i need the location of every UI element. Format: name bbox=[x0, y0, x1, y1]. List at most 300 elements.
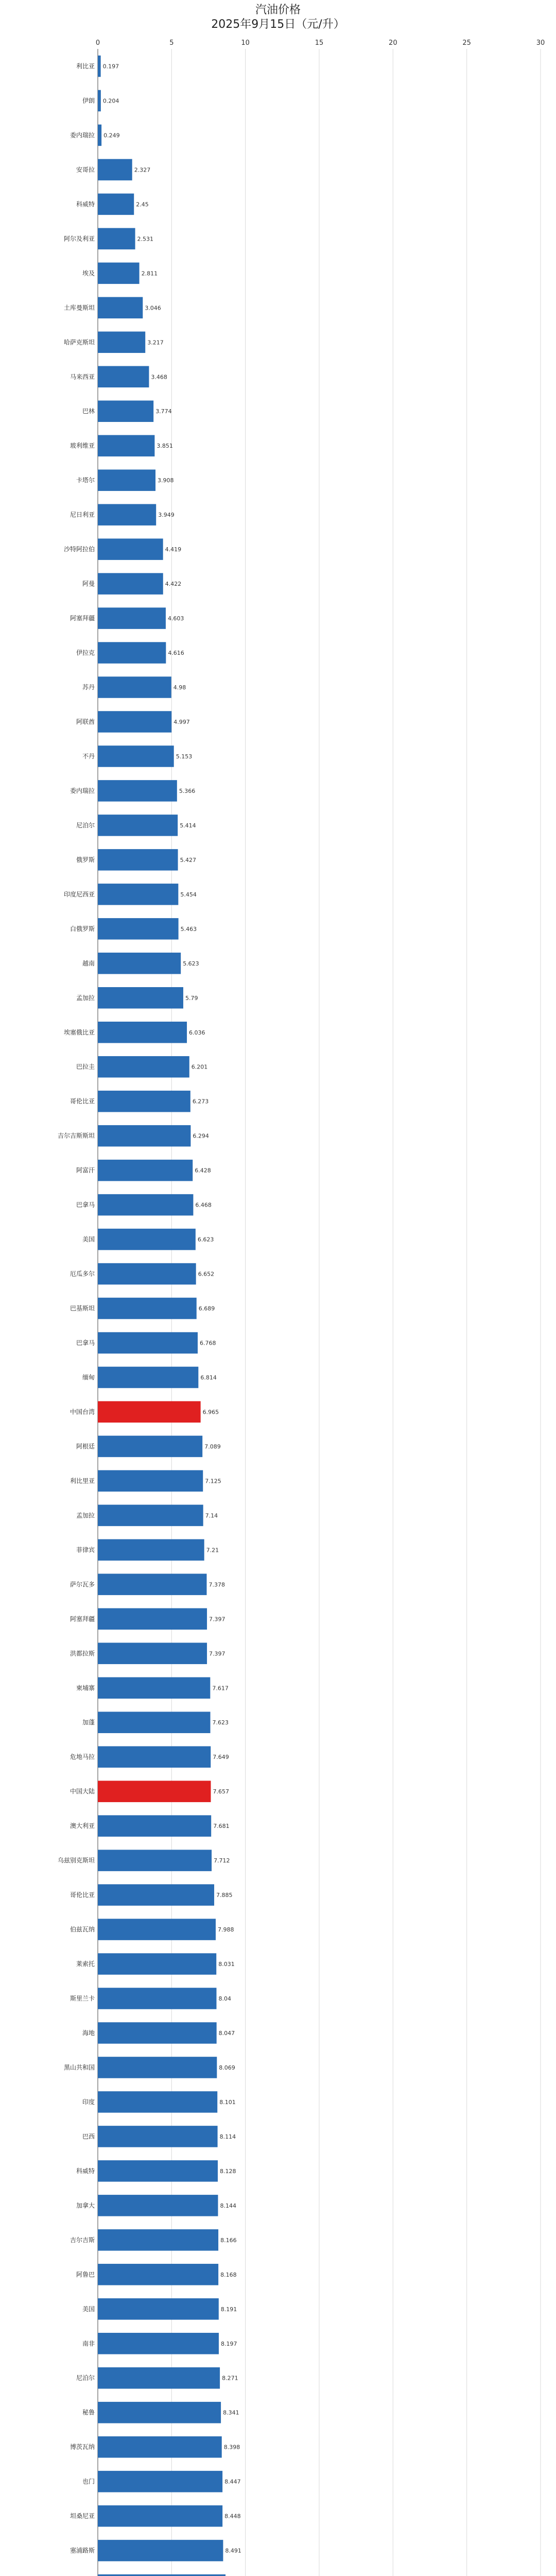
value-label: 8.166 bbox=[220, 2236, 237, 2244]
category-label: 越南 bbox=[82, 959, 95, 967]
category-label: 黑山共和国 bbox=[63, 2063, 95, 2071]
value-label: 7.397 bbox=[209, 1616, 225, 1623]
category-label: 委内瑞拉 bbox=[70, 787, 95, 794]
bar bbox=[98, 400, 153, 422]
category-label: 埃塞俄比亚 bbox=[63, 1028, 95, 1036]
bar-row bbox=[82, 2298, 237, 2320]
bar bbox=[98, 780, 177, 802]
bar-row bbox=[64, 884, 197, 905]
value-label: 7.378 bbox=[208, 1581, 225, 1588]
bar bbox=[98, 2195, 218, 2216]
bar-row bbox=[76, 1332, 216, 1354]
bar bbox=[98, 1229, 196, 1250]
category-label: 伊拉克 bbox=[76, 649, 95, 657]
x-tick-label: 15 bbox=[315, 39, 324, 47]
value-label: 0.204 bbox=[102, 97, 119, 105]
bar bbox=[98, 2126, 218, 2147]
bar bbox=[98, 263, 140, 284]
value-label: 3.949 bbox=[158, 512, 175, 519]
x-tick-label: 30 bbox=[536, 39, 545, 47]
category-label: 苏丹 bbox=[82, 684, 95, 691]
category-label: 哥伦比亚 bbox=[70, 1097, 95, 1105]
bar bbox=[98, 1884, 214, 1906]
value-label: 6.623 bbox=[197, 1236, 214, 1243]
value-label: 2.531 bbox=[137, 235, 154, 243]
bar bbox=[98, 1332, 198, 1354]
bar-row bbox=[82, 1367, 217, 1388]
value-label: 3.046 bbox=[145, 304, 161, 312]
bar bbox=[98, 2402, 221, 2424]
bar bbox=[98, 332, 145, 353]
value-label: 7.089 bbox=[204, 1443, 221, 1450]
bar-row bbox=[64, 1022, 205, 1043]
category-label: 孟加拉 bbox=[76, 994, 95, 1002]
bar-row bbox=[70, 1919, 234, 1940]
category-label: 洪都拉斯 bbox=[70, 1650, 95, 1657]
value-label: 6.428 bbox=[195, 1167, 211, 1174]
value-label: 6.689 bbox=[198, 1305, 215, 1312]
category-label: 阿鲁巴 bbox=[76, 2270, 95, 2278]
bar bbox=[98, 1263, 196, 1285]
value-label: 3.468 bbox=[151, 374, 167, 381]
category-label: 乌兹别克斯坦 bbox=[57, 1857, 95, 1865]
category-label: 沙特阿拉伯 bbox=[63, 546, 95, 553]
bar bbox=[98, 2505, 222, 2527]
bar-row bbox=[76, 987, 198, 1009]
value-label: 7.657 bbox=[213, 1788, 230, 1795]
value-label: 7.125 bbox=[205, 1478, 221, 1485]
bar bbox=[98, 1470, 203, 1492]
bar bbox=[98, 711, 171, 733]
category-label: 不丹 bbox=[82, 752, 95, 760]
value-label: 5.366 bbox=[179, 787, 196, 794]
bar bbox=[98, 1953, 216, 1975]
value-label: 5.414 bbox=[180, 822, 196, 829]
bar-row bbox=[82, 2126, 236, 2147]
category-label: 阿曼 bbox=[82, 580, 95, 588]
bar-row bbox=[82, 1229, 214, 1250]
bar bbox=[98, 642, 166, 664]
bar bbox=[98, 435, 154, 456]
category-label: 海地 bbox=[82, 2029, 95, 2037]
category-label: 马来西亚 bbox=[70, 373, 95, 381]
value-label: 5.427 bbox=[180, 856, 197, 863]
bar bbox=[98, 1711, 211, 1733]
bar bbox=[98, 1091, 190, 1112]
value-label: 7.649 bbox=[213, 1754, 229, 1761]
bar bbox=[98, 1988, 216, 2009]
bar bbox=[98, 228, 135, 250]
x-tick-label: 10 bbox=[241, 39, 250, 47]
category-label: 危地马拉 bbox=[70, 1753, 95, 1761]
value-label: 4.997 bbox=[173, 718, 190, 725]
bar bbox=[98, 2298, 219, 2320]
bar bbox=[98, 1298, 197, 1319]
bar bbox=[98, 194, 134, 215]
bar bbox=[98, 1125, 190, 1147]
category-label: 巴基斯坦 bbox=[70, 1304, 95, 1312]
bar-row bbox=[70, 125, 120, 146]
bar bbox=[98, 987, 183, 1009]
bar bbox=[98, 1746, 211, 1768]
category-label: 尼泊尔 bbox=[76, 821, 95, 829]
bar bbox=[98, 1401, 201, 1423]
bar bbox=[98, 297, 143, 319]
bar bbox=[98, 573, 163, 595]
value-label: 7.681 bbox=[213, 1823, 230, 1830]
bar-row bbox=[58, 1125, 209, 1147]
value-label: 6.768 bbox=[200, 1340, 216, 1347]
bar-row bbox=[82, 2402, 239, 2424]
bar bbox=[98, 538, 163, 560]
bar-row bbox=[76, 1953, 235, 1975]
bar-row bbox=[64, 297, 161, 319]
value-label: 8.168 bbox=[220, 2271, 237, 2278]
bar bbox=[98, 884, 178, 905]
bar bbox=[98, 1850, 212, 1871]
value-label: 5.153 bbox=[176, 753, 193, 760]
bar-row bbox=[82, 2471, 241, 2493]
value-label: 8.341 bbox=[223, 2409, 239, 2416]
value-label: 3.851 bbox=[157, 443, 173, 450]
bar bbox=[98, 159, 132, 181]
bar-row bbox=[82, 1711, 229, 1733]
bar bbox=[98, 1436, 202, 1458]
bar-row bbox=[76, 194, 149, 215]
chart-title: 汽油价格 bbox=[255, 4, 301, 16]
bar-row bbox=[76, 1436, 221, 1458]
category-label: 厄瓜多尔 bbox=[70, 1270, 95, 1278]
bar-row bbox=[70, 1781, 229, 1802]
bar bbox=[98, 1643, 207, 1665]
bar bbox=[98, 1022, 187, 1043]
value-label: 5.463 bbox=[180, 925, 197, 933]
category-label: 美国 bbox=[82, 2305, 95, 2313]
bar-row bbox=[70, 366, 167, 387]
chart-subtitle: 2025年9月15日（元/升） bbox=[211, 18, 345, 31]
bar-row bbox=[58, 1850, 230, 1871]
x-tick-label: 25 bbox=[462, 39, 471, 47]
category-label: 阿联酋 bbox=[76, 718, 95, 725]
bar-row bbox=[82, 90, 119, 112]
bar bbox=[98, 504, 156, 526]
value-label: 6.652 bbox=[198, 1270, 215, 1278]
value-label: 4.422 bbox=[165, 581, 182, 588]
bar-row bbox=[70, 1298, 215, 1319]
bar bbox=[98, 2471, 222, 2493]
value-label: 8.197 bbox=[220, 2340, 237, 2347]
bar bbox=[98, 953, 181, 974]
category-label: 科威特 bbox=[76, 2167, 95, 2175]
bar-row bbox=[70, 1643, 225, 1665]
bar bbox=[98, 1056, 189, 1078]
bar bbox=[98, 125, 101, 146]
category-label: 阿富汗 bbox=[76, 1166, 95, 1174]
bar-row bbox=[76, 469, 174, 491]
category-label: 博茨瓦纳 bbox=[70, 2443, 95, 2451]
category-label: 科威特 bbox=[76, 200, 95, 208]
category-label: 印度 bbox=[82, 2098, 95, 2106]
value-label: 3.217 bbox=[147, 339, 164, 346]
bar-row bbox=[70, 1574, 225, 1596]
value-label: 0.249 bbox=[103, 132, 120, 139]
bar-row bbox=[76, 2160, 236, 2182]
value-label: 2.45 bbox=[136, 201, 149, 208]
bar-row bbox=[76, 2367, 238, 2389]
value-label: 0.197 bbox=[102, 63, 119, 70]
value-label: 8.101 bbox=[219, 2098, 236, 2106]
bar-row bbox=[70, 1608, 225, 1630]
category-label: 巴拿马 bbox=[76, 1339, 95, 1347]
value-label: 7.885 bbox=[216, 1892, 233, 1899]
bar-row bbox=[64, 2057, 235, 2078]
category-label: 白俄罗斯 bbox=[70, 925, 95, 933]
bar bbox=[98, 2022, 217, 2044]
category-label: 利比亚 bbox=[76, 62, 95, 70]
bar-row bbox=[64, 228, 153, 250]
value-label: 8.114 bbox=[219, 2133, 236, 2140]
bar-row bbox=[76, 815, 196, 836]
bar-row bbox=[76, 159, 150, 181]
category-label: 吉尔吉斯 bbox=[70, 2236, 95, 2244]
bar bbox=[98, 1160, 193, 1181]
category-label: 伯兹瓦纳 bbox=[70, 1926, 95, 1934]
bar-row bbox=[76, 1056, 207, 1078]
bar bbox=[98, 366, 149, 387]
value-label: 4.419 bbox=[165, 546, 182, 553]
category-label: 孟加拉 bbox=[76, 1512, 95, 1519]
bar bbox=[98, 1194, 193, 1216]
value-label: 8.491 bbox=[225, 2547, 241, 2554]
category-label: 中国台湾 bbox=[70, 1408, 95, 1416]
category-label: 吉尔吉斯斯坦 bbox=[57, 1132, 95, 1140]
value-label: 7.712 bbox=[214, 1857, 230, 1865]
bar bbox=[98, 2436, 222, 2458]
bar-row bbox=[70, 1815, 230, 1837]
bar bbox=[98, 2540, 223, 2562]
bar-row bbox=[76, 1194, 212, 1216]
category-label: 俄罗斯 bbox=[76, 856, 95, 863]
category-label: 尼日利亚 bbox=[70, 511, 95, 519]
category-label: 阿塞拜疆 bbox=[70, 615, 95, 622]
value-label: 5.623 bbox=[183, 960, 199, 967]
bar bbox=[98, 676, 171, 698]
bar-row bbox=[70, 1988, 231, 2009]
value-label: 5.79 bbox=[185, 994, 198, 1002]
bar-row bbox=[82, 2091, 236, 2113]
value-label: 7.617 bbox=[212, 1685, 229, 1692]
bar bbox=[98, 1574, 207, 1596]
bar-row bbox=[70, 1746, 229, 1768]
bar-row bbox=[70, 1470, 221, 1492]
bar-row bbox=[82, 263, 158, 284]
value-label: 8.191 bbox=[220, 2306, 237, 2313]
category-label: 塞浦路斯 bbox=[70, 2547, 95, 2554]
value-label: 6.201 bbox=[191, 1063, 208, 1071]
bar-row bbox=[70, 918, 197, 940]
value-label: 6.273 bbox=[192, 1098, 209, 1105]
value-label: 7.21 bbox=[206, 1547, 219, 1554]
value-label: 8.128 bbox=[220, 2167, 236, 2175]
category-label: 萨尔瓦多 bbox=[70, 1581, 95, 1588]
category-label: 巴拉圭 bbox=[76, 1063, 95, 1071]
bar-row bbox=[70, 1401, 219, 1423]
category-label: 菲律宾 bbox=[76, 1546, 95, 1554]
bar-row bbox=[70, 504, 175, 526]
x-tick-label: 20 bbox=[389, 39, 397, 47]
bar bbox=[98, 2160, 218, 2182]
bar bbox=[98, 745, 174, 767]
category-label: 巴林 bbox=[82, 408, 95, 415]
x-tick-label: 5 bbox=[169, 39, 174, 47]
category-label: 美国 bbox=[82, 1235, 95, 1243]
value-label: 6.294 bbox=[193, 1132, 209, 1140]
category-label: 中国大陆 bbox=[70, 1788, 95, 1795]
bar bbox=[98, 849, 178, 871]
bar bbox=[98, 1919, 216, 1940]
category-label: 尼泊尔 bbox=[76, 2374, 95, 2382]
bar-row bbox=[82, 400, 172, 422]
category-label: 委内瑞拉 bbox=[70, 131, 95, 139]
value-label: 4.98 bbox=[173, 684, 186, 691]
value-label: 7.14 bbox=[205, 1512, 218, 1519]
bar bbox=[98, 56, 101, 77]
bar bbox=[98, 2264, 218, 2285]
bar bbox=[98, 2057, 217, 2078]
value-label: 3.774 bbox=[155, 408, 172, 415]
category-label: 巴拿马 bbox=[76, 1201, 95, 1209]
x-axis-ticks bbox=[96, 39, 545, 47]
bar bbox=[98, 1539, 204, 1561]
bar bbox=[98, 1505, 203, 1527]
value-label: 8.398 bbox=[223, 2444, 240, 2451]
value-label: 6.965 bbox=[202, 1409, 219, 1416]
category-label: 阿塞拜疆 bbox=[70, 1615, 95, 1623]
value-label: 8.447 bbox=[224, 2478, 241, 2485]
category-label: 哥伦比亚 bbox=[70, 1891, 95, 1899]
category-label: 缅甸 bbox=[82, 1374, 95, 1381]
value-label: 8.04 bbox=[218, 1995, 231, 2003]
value-label: 7.397 bbox=[209, 1650, 225, 1657]
category-label: 印度尼西亚 bbox=[63, 890, 95, 898]
bar bbox=[98, 815, 178, 836]
bar bbox=[98, 1781, 211, 1802]
bar-row bbox=[70, 2229, 237, 2251]
category-label: 安哥拉 bbox=[76, 166, 95, 174]
bar-row bbox=[76, 1677, 229, 1699]
value-label: 3.908 bbox=[158, 477, 174, 484]
value-label: 8.031 bbox=[218, 1961, 235, 1968]
value-label: 4.603 bbox=[167, 615, 184, 622]
bar-row bbox=[70, 2540, 241, 2562]
bar-row bbox=[64, 332, 164, 353]
value-label: 8.047 bbox=[218, 2029, 235, 2037]
category-label: 巴西 bbox=[82, 2132, 95, 2140]
bar-row bbox=[76, 849, 196, 871]
category-label: 卡塔尔 bbox=[76, 477, 95, 484]
bar-row bbox=[82, 2022, 235, 2044]
bar-row bbox=[64, 538, 181, 560]
category-label: 埃及 bbox=[82, 269, 95, 277]
bar bbox=[98, 469, 155, 491]
category-label: 秘鲁 bbox=[82, 2409, 95, 2416]
bar-row bbox=[82, 676, 186, 698]
category-label: 加拿大 bbox=[76, 2201, 95, 2209]
bar bbox=[98, 918, 179, 940]
value-label: 8.448 bbox=[224, 2513, 241, 2520]
value-label: 4.616 bbox=[168, 650, 184, 657]
bars bbox=[58, 56, 503, 2576]
bar bbox=[98, 1608, 207, 1630]
category-label: 也门 bbox=[82, 2478, 95, 2485]
category-label: 利比里亚 bbox=[70, 1477, 95, 1485]
bar-row bbox=[70, 2505, 241, 2527]
x-tick-label: 0 bbox=[95, 39, 100, 47]
category-label: 哈萨克斯坦 bbox=[63, 338, 95, 346]
category-label: 土库曼斯坦 bbox=[63, 304, 95, 312]
bar-row bbox=[70, 1263, 214, 1285]
category-label: 玻利维亚 bbox=[70, 442, 95, 450]
bar-row bbox=[76, 642, 184, 664]
bar-row bbox=[82, 745, 192, 767]
value-label: 2.327 bbox=[134, 166, 151, 174]
bar bbox=[98, 1677, 210, 1699]
bar bbox=[98, 607, 166, 629]
value-label: 8.069 bbox=[219, 2064, 235, 2071]
category-label: 南非 bbox=[82, 2340, 95, 2347]
category-label: 莱索托 bbox=[76, 1960, 95, 1968]
category-label: 加蓬 bbox=[82, 1719, 95, 1726]
value-label: 7.623 bbox=[212, 1719, 229, 1726]
value-label: 2.811 bbox=[141, 270, 158, 277]
bar bbox=[98, 2333, 219, 2354]
bar bbox=[98, 2091, 217, 2113]
bar-row bbox=[76, 1505, 218, 1527]
bar-row bbox=[70, 2436, 240, 2458]
bar-row bbox=[76, 2264, 237, 2285]
value-label: 8.144 bbox=[220, 2202, 236, 2209]
category-label: 伊朗 bbox=[82, 97, 95, 105]
category-label: 澳大利亚 bbox=[70, 1822, 95, 1830]
category-label: 阿根廷 bbox=[76, 1443, 95, 1450]
value-label: 6.814 bbox=[200, 1374, 217, 1381]
bar-row bbox=[82, 2333, 237, 2354]
category-label: 坦桑尼亚 bbox=[70, 2512, 95, 2520]
bar-row bbox=[76, 1160, 211, 1181]
value-label: 7.988 bbox=[217, 1926, 234, 1934]
value-label: 8.271 bbox=[222, 2375, 238, 2382]
bar-row bbox=[70, 435, 173, 456]
bar bbox=[98, 2229, 218, 2251]
bar bbox=[98, 1367, 198, 1388]
category-label: 阿尔及利亚 bbox=[63, 235, 95, 243]
category-label: 斯里兰卡 bbox=[70, 1995, 95, 2003]
bar-row bbox=[70, 1884, 233, 1906]
value-label: 6.036 bbox=[189, 1029, 205, 1036]
value-label: 6.468 bbox=[195, 1201, 212, 1209]
bar-row bbox=[70, 1091, 208, 1112]
bar-row bbox=[70, 780, 195, 802]
bar-row bbox=[82, 953, 199, 974]
value-label: 5.454 bbox=[180, 891, 197, 898]
bar bbox=[98, 2367, 220, 2389]
category-label: 柬埔寨 bbox=[76, 1684, 95, 1692]
bar-row bbox=[76, 2195, 236, 2216]
bar bbox=[98, 1815, 211, 1837]
bar-row bbox=[70, 607, 184, 629]
bar-row bbox=[76, 711, 190, 733]
bar bbox=[98, 90, 101, 112]
